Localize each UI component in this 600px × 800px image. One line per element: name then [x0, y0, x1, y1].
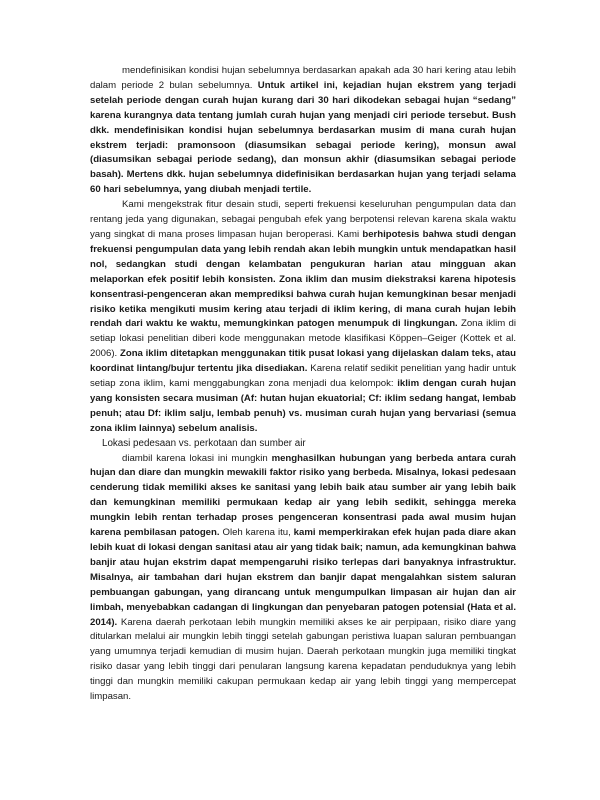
bold-text-run: iklim dengan curah hujan yang konsisten secara musiman (Af: hutan hujan ekuatorial; Cf: iklim sedang hangat, lembab penuh; atau Df: iklim salju, lembab penuh) vs. musiman curah hujan yang bervariasi (semua zona iklim lainnya) sebelum analisis. [90, 378, 516, 434]
text-run: Karena relatif sedikit penelitian yang hadir untuk setiap zona iklim, kami menggabungkan zona menjadi dua kelompok: [90, 363, 516, 390]
bold-text-run: kami memperkirakan efek hujan pada diare akan lebih kuat di lokasi dengan sanitasi atau air yang tidak baik; namun, ada kemungkinan bahwa banjir atau hujan ekstrim dapat mempengaruhi risiko terlepas dari banyaknya infrastruktur. Misalnya, air tambahan dari hujan ekstrem dan banjir dapat mengalahkan sistem saluran pembuangan gabungan, yang dirancang untuk mengumpulkan limpasan air hujan dan air limbah, menyebabkan cadangan di lingkungan dan penyebaran patogen potensial (Hata et al. 2014). [90, 527, 517, 628]
text-run: Zona iklim di setiap lokasi penelitian diberi kode menggunakan metode klasifikasi Köppen–Geiger (Kottek et al. 2006). [90, 318, 516, 360]
bold-text-run: Untuk artikel ini, kejadian hujan ekstrem yang terjadi setelah periode dengan curah hujan kurang dari 30 hari dikodekan sebagai hujan “sedang” karena kurangnya data tentang jumlah curah hujan yang menjadi ciri periode tersebut. Bush dkk. mendefinisikan kondisi hujan sebelumnya berdasarkan musim di mana curah hujan ekstrem terjadi: pramonsoon (diasumsikan sebagai periode kering), monsun awal (diasumsikan sebagai periode sedang), dan monsun akhir (diasumsikan sebagai periode basah). Mertens dkk. hujan sebelumnya didefinisikan berdasarkan hujan yang terjadi selama 60 hari sebelumnya, yang diubah menjadi tertile. [90, 79, 517, 196]
bold-text-run: menghasilkan hubungan yang berbeda antara curah hujan dan diare dan mungkin mewakili faktor risiko yang berbeda. Misalnya, lokasi pedesaan cenderung tidak memiliki akses ke sanitasi yang lebih baik atau sumber air yang lebih baik dan kemungkinan memiliki permukaan kedap air yang lebih sedikit, sehingga mereka mungkin lebih rentan terhadap proses pengenceran konsentrasi pada awal musim hujan karena pembilasan patogen. [90, 452, 516, 539]
text-run: diambil karena lokasi ini mungkin [122, 452, 272, 464]
paragraph-study-design [90, 198, 516, 437]
bold-text-run: berhipotesis bahwa studi dengan frekuensi pengumpulan data yang lebih rendah akan lebih mungkin untuk mendapatkan hasil nol, sedangkan studi dengan kelambatan pengukuran harian atau mingguan akan melaporkan efek positif lebih konsisten. Zona iklim dan musim diekstraksi karena hipotesis konsentrasi-pengenceran akan memprediksi bahwa curah hujan kemungkinan besar menjadi risiko ketika mengikuti musim kering atau terjadi di iklim kering, di mana curah hujan lebih rendah dari waktu ke waktu, memungkinkan patogen menumpuk di lingkungan. [90, 228, 516, 330]
section-heading: Lokasi pedesaan vs. perkotaan dan sumber air [102, 437, 306, 449]
paragraph-antecedent-rain [90, 64, 516, 198]
bold-text-run: Zona iklim ditetapkan menggunakan titik pusat lokasi yang dijelaskan dalam teks, atau koordinat lintang/bujur tertentu jika disediakan. [90, 348, 517, 375]
paragraph-rural-urban [90, 452, 516, 705]
text-run: Kami mengekstrak fitur desain studi, seperti frekuensi keseluruhan pengumpulan data dan rentang jeda yang digunakan, sebagai pengubah efek yang berpotensi relevan karena skala waktu yang singkat di mana proses limpasan hujan beroperasi. Kami [90, 199, 516, 240]
text-run: mendefinisikan kondisi hujan sebelumnya berdasarkan apakah ada 30 hari kering atau lebih dalam periode 2 bulan sebelumnya. [90, 65, 516, 91]
text-run: Karena daerah perkotaan lebih mungkin memiliki akses ke air perpipaan, risiko diare yang ditularkan melalui air mungkin lebih tinggi setelah gabungan peristiwa luapan saluran pembuangan yang umumnya terjadi kemudian di musim hujan. Daerah perkotaan mungkin juga memiliki tingkat risiko dasar yang lebih tinggi dari penularan langsung karena kepadatan penduduknya yang lebih tinggi dan mungkin memiliki cakupan permukaan kedap air yang lebih tinggi yang mempercepat limpasan. [90, 616, 516, 703]
text-run: Oleh karena itu, [219, 527, 294, 539]
